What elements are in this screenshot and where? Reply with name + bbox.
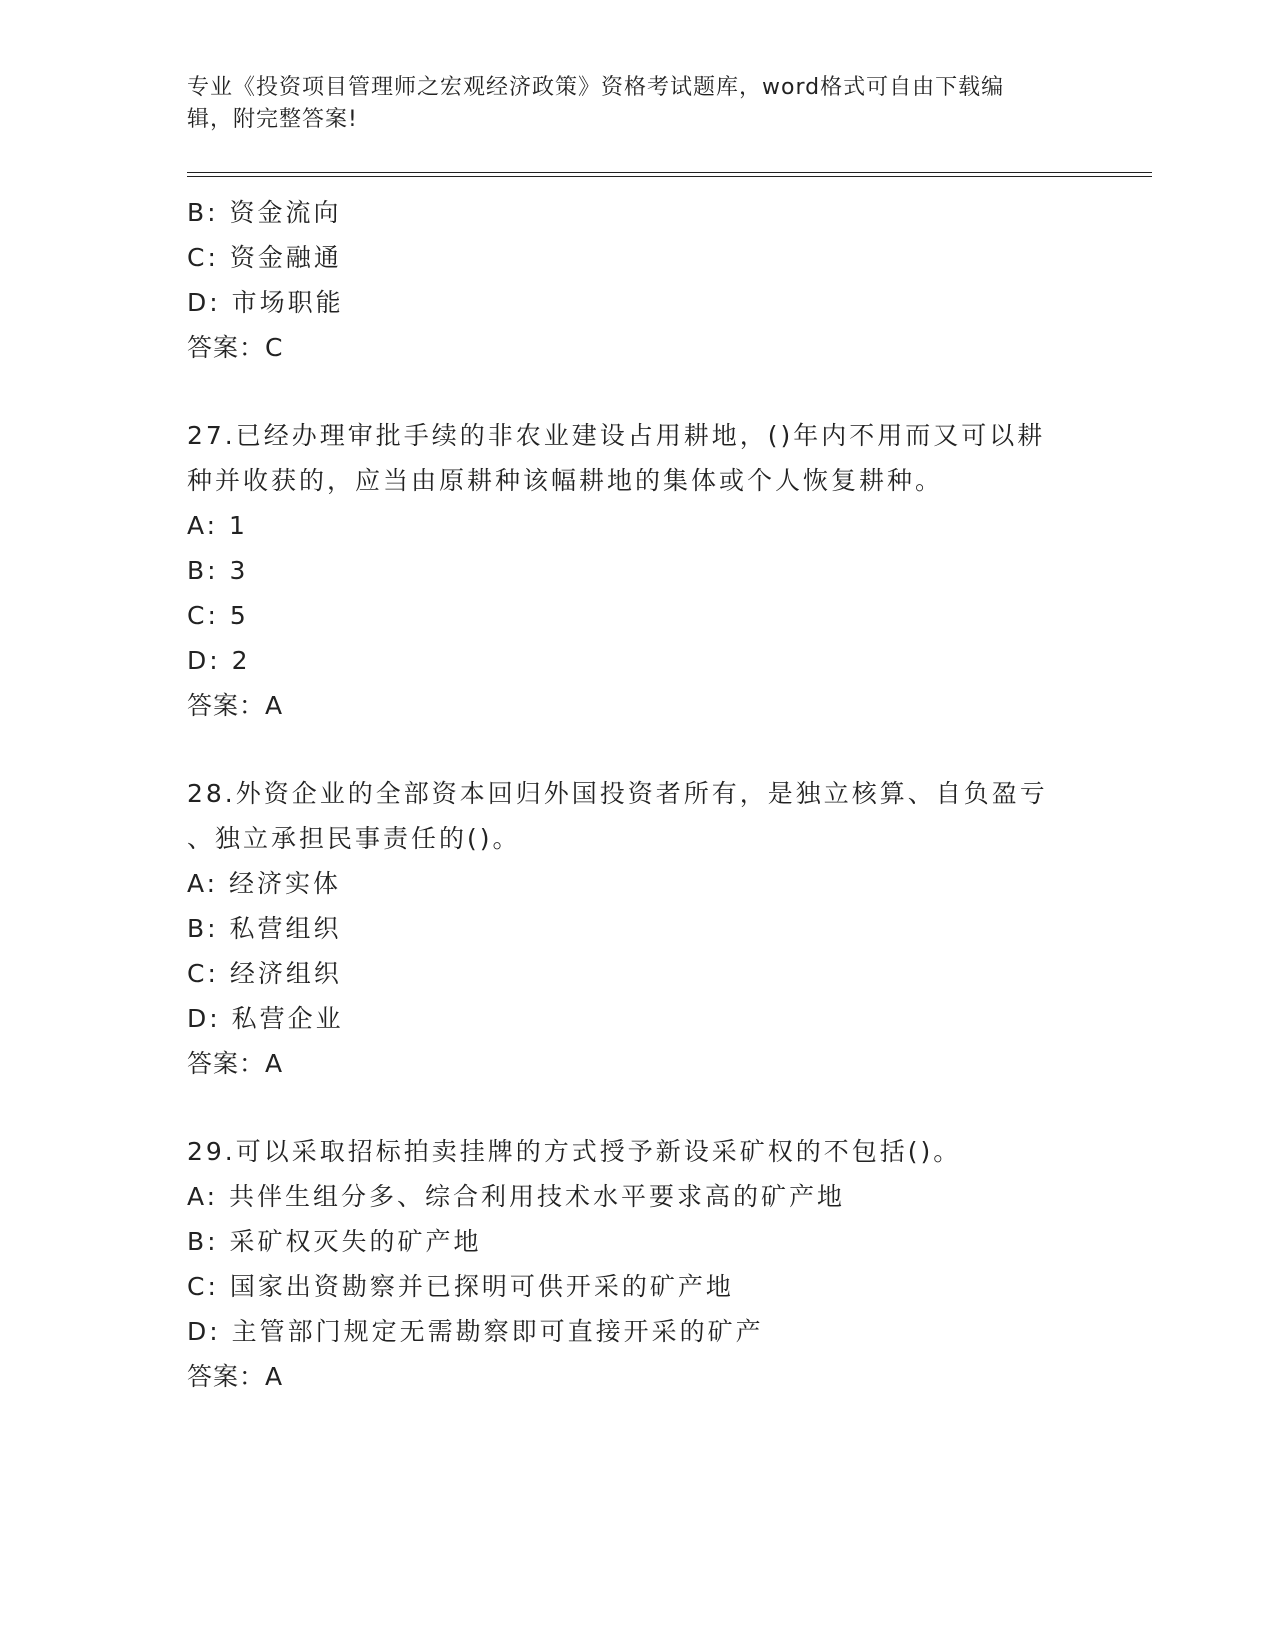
question-text-line-2: 、独立承担民事责任的()。 xyxy=(187,824,521,853)
option-d: D: 市场职能 xyxy=(187,288,344,317)
header-rule-bottom xyxy=(187,176,1152,177)
question-26-tail xyxy=(187,190,1107,370)
option-b: B: 资金流向 xyxy=(187,198,342,227)
question-27 xyxy=(187,413,1107,728)
option-c: C: 国家出资勘察并已探明可供开采的矿产地 xyxy=(187,1272,734,1301)
answer: 答案：A xyxy=(187,691,284,720)
option-b: B: 采矿权灭失的矿产地 xyxy=(187,1227,482,1256)
document-header xyxy=(187,72,1067,136)
option-b: B: 私营组织 xyxy=(187,914,342,943)
option-a: A: 1 xyxy=(187,511,248,540)
option-a: A: 共伴生组分多、综合利用技术水平要求高的矿产地 xyxy=(187,1182,846,1211)
option-d: D: 主管部门规定无需勘察即可直接开采的矿产 xyxy=(187,1317,764,1346)
header-line-1: 专业《投资项目管理师之宏观经济政策》资格考试题库，word格式可自由下载编 xyxy=(187,75,1005,100)
answer: 答案：A xyxy=(187,1362,284,1391)
question-text-line-2: 种并收获的，应当由原耕种该幅耕地的集体或个人恢复耕种。 xyxy=(187,466,944,495)
question-list xyxy=(187,190,1107,1399)
option-d: D: 2 xyxy=(187,646,251,675)
question-text-line-1: 29.可以采取招标拍卖挂牌的方式授予新设采矿权的不包括()。 xyxy=(187,1137,962,1166)
answer: 答案：A xyxy=(187,1049,284,1078)
question-text-line-1: 27.已经办理审批手续的非农业建设占用耕地，()年内不用而又可以耕 xyxy=(187,421,1046,450)
option-b: B: 3 xyxy=(187,556,249,585)
question-text-line-1: 28.外资企业的全部资本回归外国投资者所有，是独立核算、自负盈亏 xyxy=(187,779,1048,808)
question-28 xyxy=(187,771,1107,1086)
question-29 xyxy=(187,1129,1107,1399)
option-c: C: 经济组织 xyxy=(187,959,342,988)
option-c: C: 资金融通 xyxy=(187,243,342,272)
header-rule-top xyxy=(187,172,1152,173)
header-line-2: 辑，附完整答案! xyxy=(187,107,358,132)
answer: 答案：C xyxy=(187,333,284,362)
option-a: A: 经济实体 xyxy=(187,869,342,898)
option-d: D: 私营企业 xyxy=(187,1004,344,1033)
option-c: C: 5 xyxy=(187,601,249,630)
